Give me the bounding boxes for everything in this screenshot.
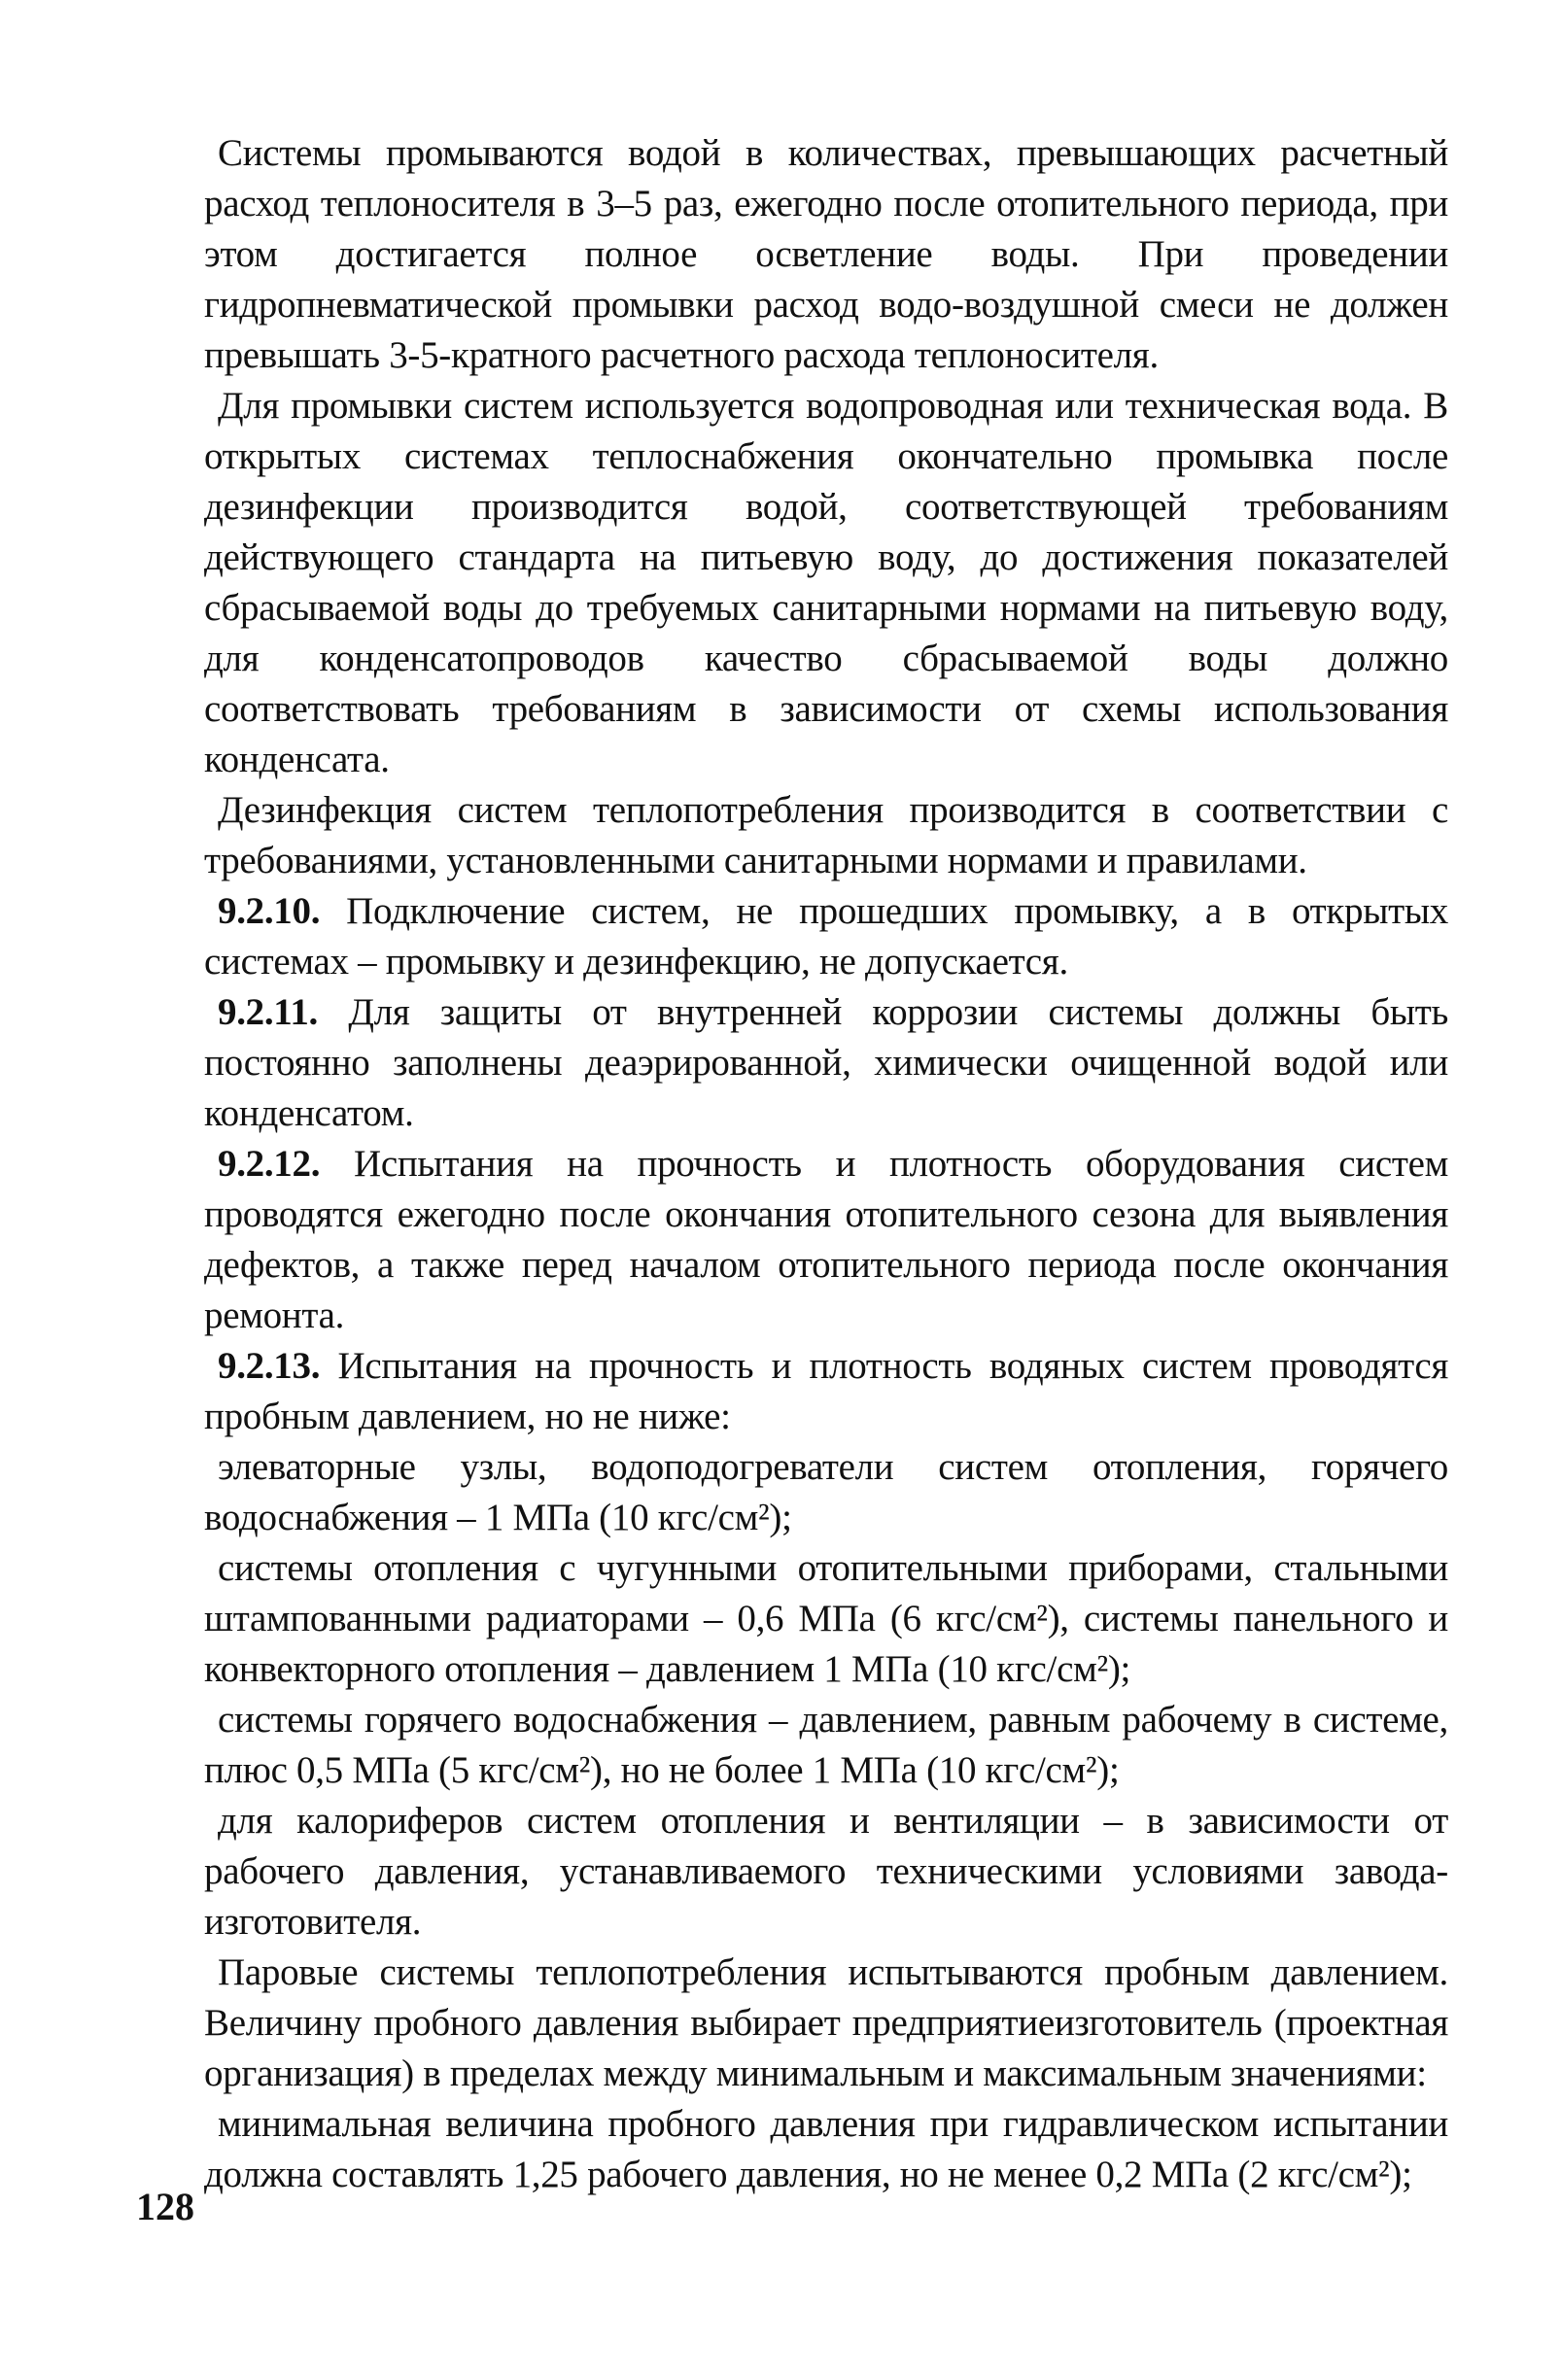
list-item-hot-water-systems (204, 1695, 1448, 1796)
paragraph-text: системы отопления с чугунными отопительными приборами, стальными штампованными радиаторами – 0,6 МПа (6 кгс/см²), системы панельного и конвекторного отопления – давлением 1 МПа (10 кгс/см²); (204, 1547, 1448, 1690)
paragraph-text: минимальная величина пробного давления при гидравлическом испытании должна составлять 1,25 рабочего давления, но не менее 0,2 МПа (2 кгс/см²); (204, 2103, 1448, 2195)
paragraph-steam-systems (204, 1948, 1448, 2099)
clause-number: 9.2.10. (218, 890, 321, 932)
clause-9-2-13 (204, 1341, 1448, 1442)
list-item-minimum-pressure (204, 2099, 1448, 2200)
paragraph-text: Для защиты от внутренней коррозии системы должны быть постоянно заполнены деаэрированной, химически очищенной водой или конденсатом. (204, 991, 1448, 1134)
list-item-elevator-nodes (204, 1442, 1448, 1543)
paragraph-flushing-volume (204, 128, 1448, 381)
paragraph-text: Испытания на прочность и плотность оборудования систем проводятся ежегодно после окончания отопительного сезона для выявления дефектов, а также перед началом отопительного периода после окончания ремонта. (204, 1143, 1448, 1336)
clause-number: 9.2.12. (218, 1143, 321, 1185)
paragraph-text: Паровые системы теплопотребления испытываются пробным давлением. Величину пробного давления выбирает предприятиеизготовитель (проектная организация) в пределах между минимальным и максимальным значениями: (204, 1951, 1448, 2094)
paragraph-text: Подключение систем, не прошедших промывку, а в открытых системах – промывку и дезинфекцию, не допускается. (204, 890, 1448, 983)
paragraph-text: Для промывки систем используется водопроводная или техническая вода. В открытых системах теплоснабжения окончательно промывка после дезинфекции производится водой, соответствующей требованиям действующего стандарта на питьевую воду, до достижения показателей сбрасываемой воды до требуемых санитарными нормами на питьевую воду, для конденсатопроводов качество сбрасываемой воды должно соответствовать требованиям в зависимости от схемы использования конденсата. (204, 385, 1448, 780)
page-body (204, 128, 1448, 2200)
clause-9-2-11 (204, 987, 1448, 1139)
clause-9-2-12 (204, 1139, 1448, 1341)
paragraph-text: Дезинфекция систем теплопотребления производится в соответствии с требованиями, установленными санитарными нормами и правилами. (204, 789, 1448, 881)
paragraph-disinfection (204, 785, 1448, 886)
clause-9-2-10 (204, 886, 1448, 987)
clause-number: 9.2.11. (218, 991, 318, 1033)
paragraph-text: Испытания на прочность и плотность водяных систем проводятся пробным давлением, но не ниже: (204, 1345, 1448, 1437)
clause-number: 9.2.13. (218, 1345, 321, 1387)
list-item-heaters (204, 1796, 1448, 1948)
paragraph-text: для калориферов систем отопления и вентиляции – в зависимости от рабочего давления, устанавливаемого техническими условиями завода-изготовителя. (204, 1800, 1448, 1943)
list-item-heating-systems (204, 1543, 1448, 1695)
paragraph-text: элеваторные узлы, водоподогреватели систем отопления, горячего водоснабжения – 1 МПа (10 кгс/см²); (204, 1446, 1448, 1538)
page-number: 128 (136, 2185, 194, 2228)
paragraph-text: системы горячего водоснабжения – давлением, равным рабочему в системе, плюс 0,5 МПа (5 кгс/см²), но не более 1 МПа (10 кгс/см²); (204, 1699, 1448, 1791)
paragraph-text: Системы промываются водой в количествах, превышающих расчетный расход теплоносителя в 3–5 раз, ежегодно после отопительного периода, при этом достигается полное осветление воды. При проведении гидропневматической промывки расход водо-воздушной смеси не должен превышать 3-5-кратного расчетного расхода теплоносителя. (204, 132, 1448, 376)
paragraph-flushing-water (204, 381, 1448, 785)
